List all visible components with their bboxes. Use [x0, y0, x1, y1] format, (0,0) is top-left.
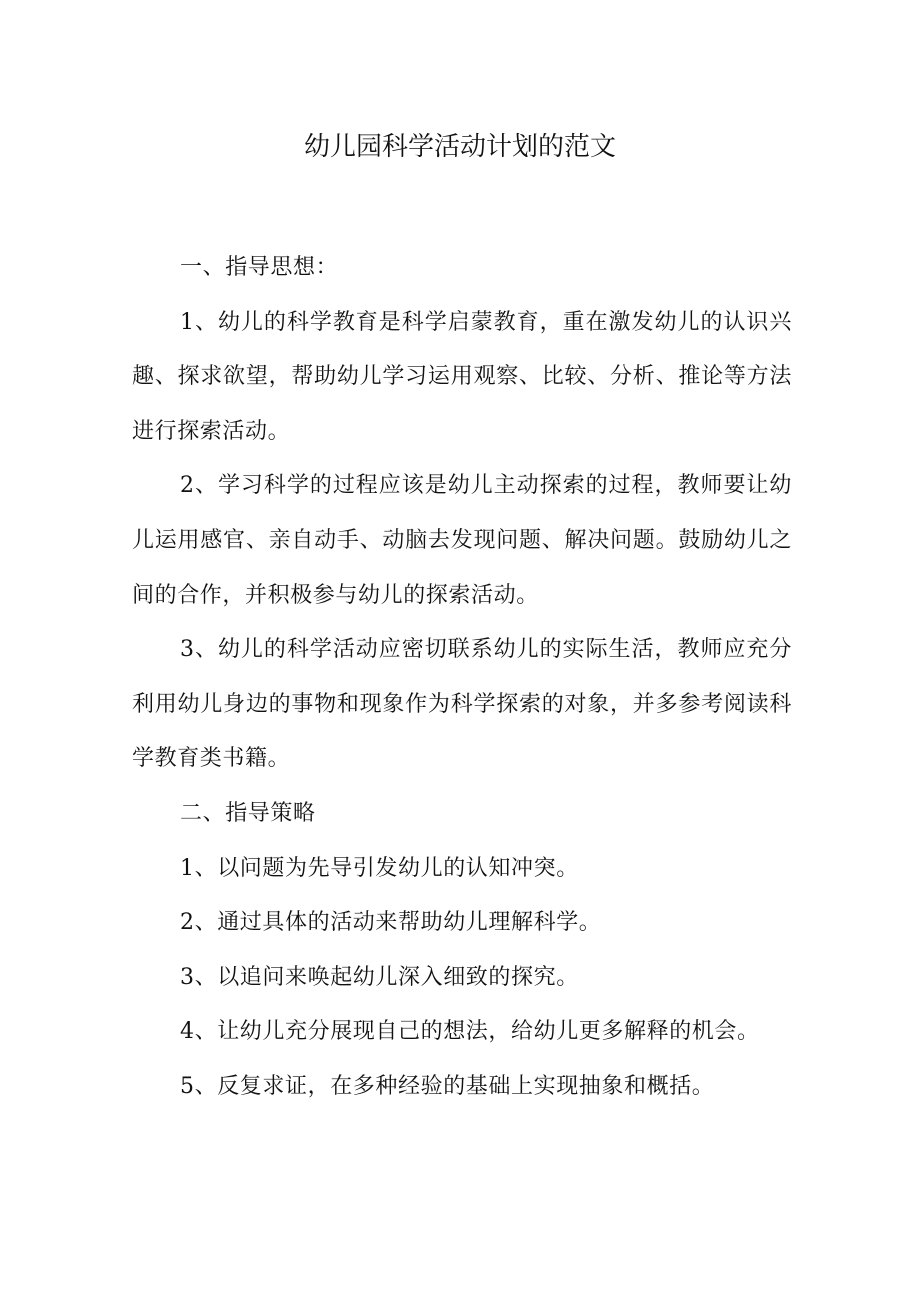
- section-heading-guiding-strategy: 二、指导策略: [180, 800, 316, 826]
- list-item: 1、以问题为先导引发幼儿的认知冲突。: [180, 855, 579, 881]
- document-body: [132, 241, 792, 1115]
- section-heading-guiding-thought: 一、指导思想：: [180, 255, 339, 280]
- list-item: 5、反复求证，在多种经验的基础上实现抽象和概括。: [180, 1073, 715, 1099]
- paragraph: 1、幼儿的科学教育是科学启蒙教育，重在激发幼儿的认识兴趣、探求欲望，帮助幼儿学习运用观察、比较、分析、推论等方法进行探索活动。: [132, 309, 792, 444]
- list-item: 2、通过具体的活动来帮助幼儿理解科学。: [180, 910, 602, 936]
- list-item: 3、以追问来唤起幼儿深入细致的探究。: [180, 964, 579, 990]
- list-item: 4、让幼儿充分展现自己的想法，给幼儿更多解释的机会。: [180, 1019, 760, 1045]
- document-title: 幼儿园科学活动计划的范文: [303, 132, 616, 162]
- paragraph: 3、幼儿的科学活动应密切联系幼儿的实际生活，教师应充分利用幼儿身边的事物和现象作为科学探索的对象，并多参考阅读科学教育类书籍。: [132, 637, 792, 772]
- paragraph: 2、学习科学的过程应该是幼儿主动探索的过程，教师要让幼儿运用感官、亲自动手、动脑去发现问题、解决问题。鼓励幼儿之间的合作，并积极参与幼儿的探索活动。: [132, 473, 792, 608]
